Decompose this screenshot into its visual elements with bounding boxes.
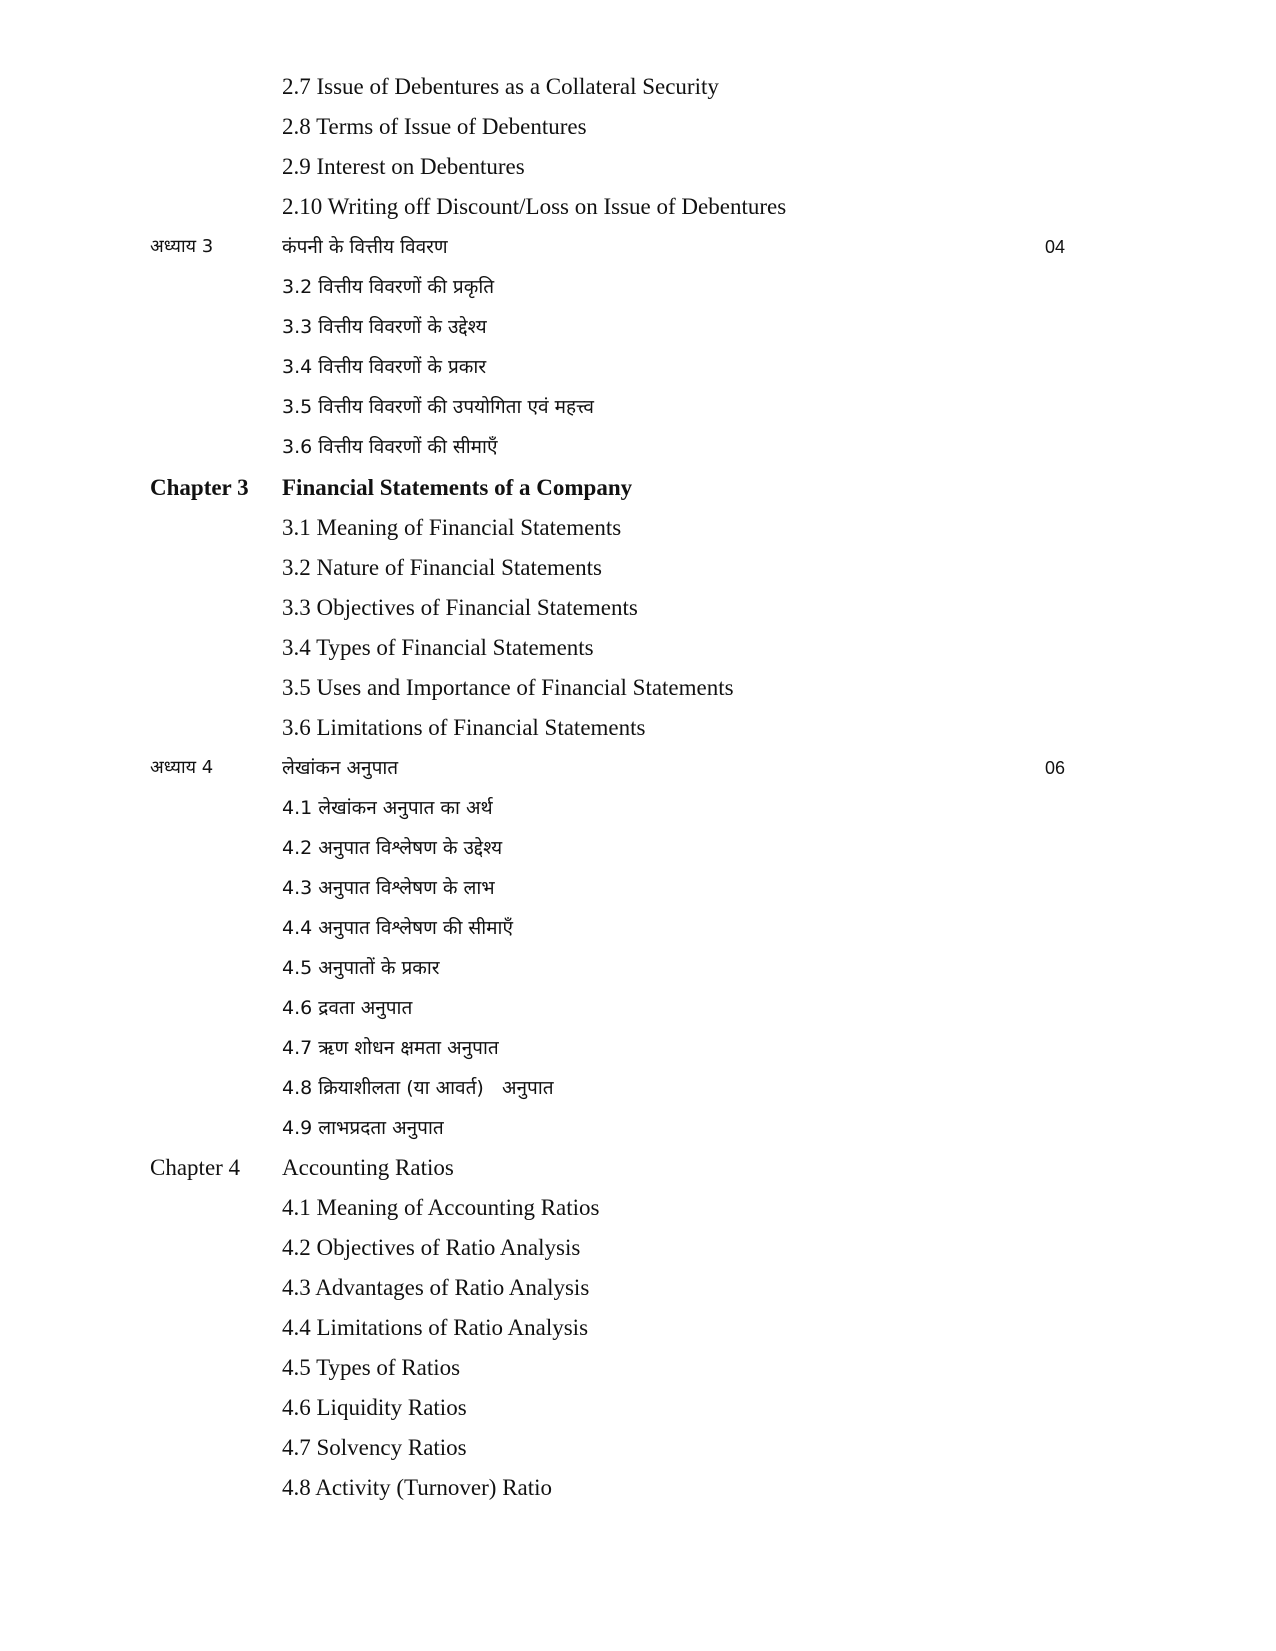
item-hindi-3-5: 3.5 वित्तीय विवरणों की उपयोगिता एवं महत्त्व: [282, 396, 594, 418]
item-4-6: 4.6 Liquidity Ratios: [282, 1395, 467, 1420]
toc-item: [0, 1428, 1276, 1468]
toc-item: [0, 1068, 1276, 1108]
toc-item: [0, 107, 1276, 147]
toc-item: [0, 187, 1276, 227]
chapter-heading-hindi-4: [0, 748, 1276, 788]
item-4-2: 4.2 Objectives of Ratio Analysis: [282, 1235, 581, 1260]
toc-item: [0, 788, 1276, 828]
toc-item: [0, 147, 1276, 187]
toc-item: [0, 1188, 1276, 1228]
toc-item: [0, 1108, 1276, 1148]
item-hindi-4-7: 4.7 ऋण शोधन क्षमता अनुपात: [282, 1037, 499, 1059]
item-hindi-4-4: 4.4 अनुपात विश्लेषण की सीमाएँ: [282, 917, 513, 939]
toc-item: [0, 67, 1276, 107]
item-4-8: 4.8 Activity (Turnover) Ratio: [282, 1475, 553, 1500]
toc-item: [0, 868, 1276, 908]
toc-item: [0, 828, 1276, 868]
toc-item: [0, 588, 1276, 628]
item-4-4: 4.4 Limitations of Ratio Analysis: [282, 1315, 589, 1340]
chapter-heading-hindi-3: [0, 227, 1276, 267]
chapter-label: Chapter 4: [150, 1155, 241, 1180]
chapter-label: अध्याय 3: [150, 236, 214, 257]
toc-item: [0, 1348, 1276, 1388]
toc-item: [0, 427, 1276, 467]
item-hindi-4-5: 4.5 अनुपातों के प्रकार: [282, 957, 440, 979]
item-2-7: 2.7 Issue of Debentures as a Collateral Security: [282, 74, 719, 99]
chapter-heading-english-4: [0, 1148, 1276, 1188]
toc-item: [0, 1228, 1276, 1268]
item-hindi-3-6: 3.6 वित्तीय विवरणों की सीमाएँ: [282, 436, 498, 458]
item-4-5: 4.5 Types of Ratios: [282, 1355, 461, 1380]
item-hindi-4-2: 4.2 अनुपात विश्लेषण के उद्देश्य: [282, 837, 503, 859]
periods-number: 04: [1045, 237, 1066, 257]
toc-item: [0, 1268, 1276, 1308]
toc-item: [0, 1028, 1276, 1068]
item-3-2: 3.2 Nature of Financial Statements: [282, 555, 603, 580]
chapter-label: Chapter 3: [150, 475, 249, 500]
item-hindi-3-3: 3.3 वित्तीय विवरणों के उद्देश्य: [282, 316, 487, 338]
toc-item: [0, 628, 1276, 668]
toc-item: [0, 508, 1276, 548]
item-hindi-4-1: 4.1 लेखांकन अनुपात का अर्थ: [282, 797, 493, 819]
item-4-1: 4.1 Meaning of Accounting Ratios: [282, 1195, 600, 1220]
item-hindi-4-6: 4.6 द्रवता अनुपात: [282, 997, 413, 1019]
toc-item: [0, 387, 1276, 427]
toc-item: [0, 668, 1276, 708]
toc-item: [0, 267, 1276, 307]
item-hindi-4-8: 4.8 क्रियाशीलता (या आवर्त) अनुपात: [282, 1077, 554, 1099]
item-3-1: 3.1 Meaning of Financial Statements: [282, 515, 622, 540]
item-3-3: 3.3 Objectives of Financial Statements: [282, 595, 638, 620]
toc-item: [0, 347, 1276, 387]
item-2-8: 2.8 Terms of Issue of Debentures: [282, 114, 587, 139]
item-3-6: 3.6 Limitations of Financial Statements: [282, 715, 646, 740]
chapter-title: लेखांकन अनुपात: [282, 757, 399, 779]
toc-item: [0, 948, 1276, 988]
toc-item: [0, 307, 1276, 347]
toc-item: [0, 1308, 1276, 1348]
chapter-heading-english-3: [0, 468, 1276, 508]
toc-item: [0, 548, 1276, 588]
toc-item: [0, 908, 1276, 948]
item-4-7: 4.7 Solvency Ratios: [282, 1435, 467, 1460]
chapter-title: Accounting Ratios: [282, 1155, 454, 1180]
item-3-4: 3.4 Types of Financial Statements: [282, 635, 594, 660]
item-hindi-4-3: 4.3 अनुपात विश्लेषण के लाभ: [282, 877, 495, 899]
chapter-label: अध्याय 4: [150, 757, 214, 778]
toc-item: [0, 1468, 1276, 1508]
item-hindi-4-9: 4.9 लाभप्रदता अनुपात: [282, 1117, 444, 1139]
toc-item: [0, 708, 1276, 748]
item-4-3: 4.3 Advantages of Ratio Analysis: [282, 1275, 590, 1300]
periods-number: 06: [1045, 758, 1066, 778]
item-2-9: 2.9 Interest on Debentures: [282, 154, 525, 179]
toc-item: [0, 1388, 1276, 1428]
item-hindi-3-4: 3.4 वित्तीय विवरणों के प्रकार: [282, 356, 487, 378]
chapter-title: Financial Statements of a Company: [282, 475, 633, 500]
toc-item: [0, 988, 1276, 1028]
item-3-5: 3.5 Uses and Importance of Financial Statements: [282, 675, 734, 700]
chapter-title: कंपनी के वित्तीय विवरण: [282, 236, 448, 258]
item-2-10: 2.10 Writing off Discount/Loss on Issue of Debentures: [282, 194, 787, 219]
item-hindi-3-2: 3.2 वित्तीय विवरणों की प्रकृति: [282, 276, 495, 298]
